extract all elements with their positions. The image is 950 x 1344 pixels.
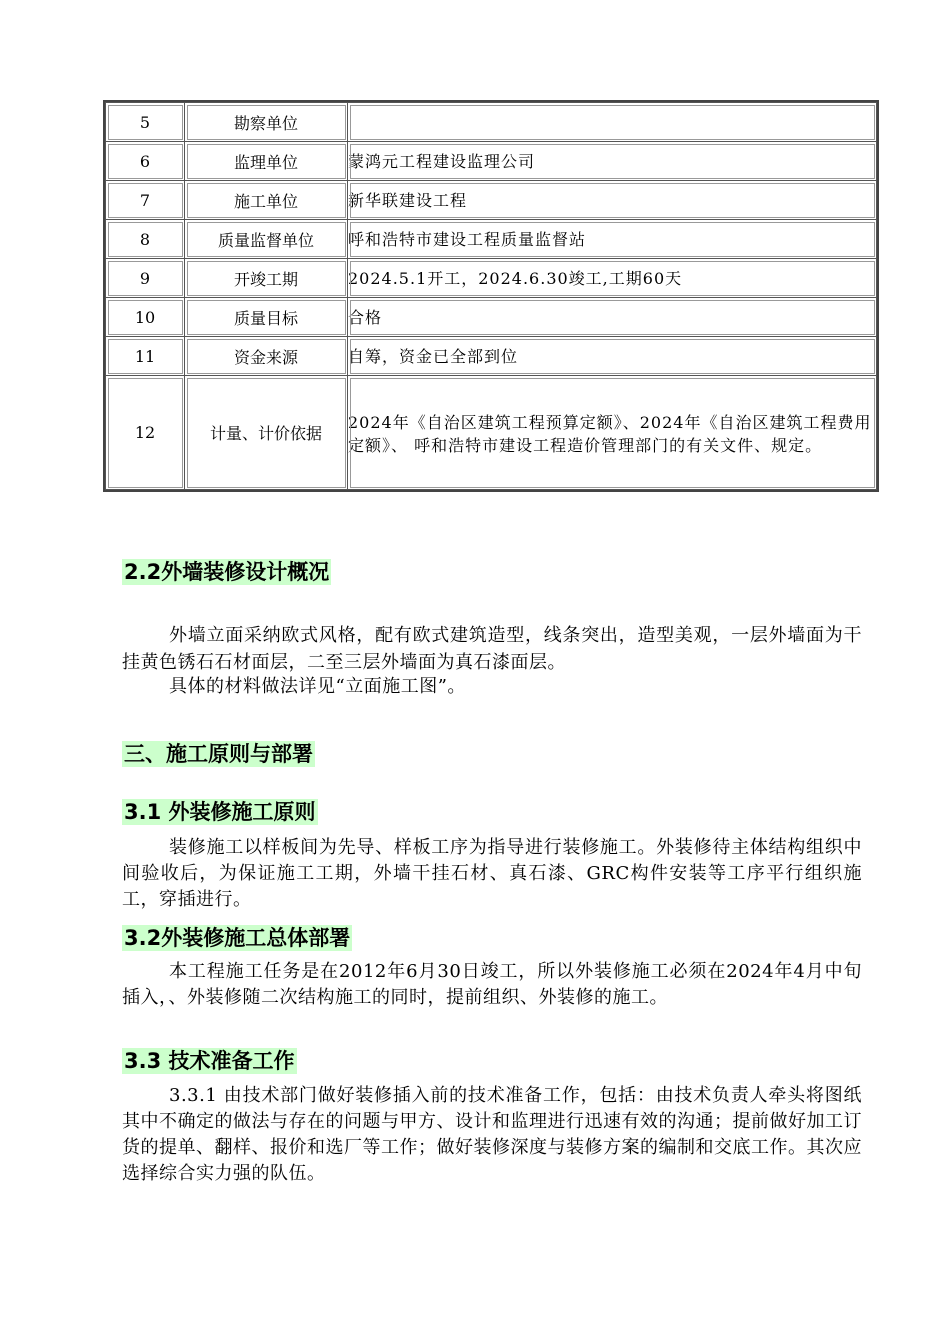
- project-info-table: [103, 100, 879, 492]
- table-row: [106, 103, 877, 142]
- table-row: [106, 376, 877, 490]
- paragraph-exterior-design: 外墙立面采纳欧式风格，配有欧式建筑造型，线条突出，造型美观，一层外墙面为干挂黄色锈石石材面层，二至三层外墙面为真石漆面层。: [122, 625, 862, 673]
- project-info-table-body: [105, 102, 877, 490]
- section-heading-3-2: 3.2外装修施工总体部署: [124, 926, 351, 950]
- row-item: 质量目标: [185, 298, 348, 337]
- paragraph-overall-deployment: 本工程施工任务是在2012年6月30日竣工，所以外装修施工必须在2024年4月中旬插入，、外装修随二次结构施工的同时，提前组织、外装修的施工。: [122, 961, 862, 1008]
- row-number: 5: [106, 103, 185, 142]
- row-value: 呼和浩特市建设工程质量监督站: [348, 220, 877, 259]
- paragraph-material-reference: 具体的材料做法详见“立面施工图”。: [169, 676, 466, 697]
- row-value: 2024.5.1开工，2024.6.30竣工,工期60天: [348, 259, 877, 298]
- paragraph-construction-principle: 装修施工以样板间为先导、样板工序为指导进行装修施工。外装修待主体结构组织中间验收后，为保证施工工期，外墙干挂石材、真石漆、GRC构件安装等工序平行组织施工，穿插进行。: [122, 837, 862, 910]
- table-row: [106, 259, 877, 298]
- row-number: 8: [106, 220, 185, 259]
- row-item: 质量监督单位: [185, 220, 348, 259]
- row-number: 9: [106, 259, 185, 298]
- row-number: 7: [106, 181, 185, 220]
- row-item: 监理单位: [185, 142, 348, 181]
- table-row: [106, 142, 877, 181]
- row-value: 自筹，资金已全部到位: [348, 337, 877, 376]
- table-row: [106, 181, 877, 220]
- row-number: 12: [106, 376, 185, 490]
- row-item: 施工单位: [185, 181, 348, 220]
- row-item: 计量、计价依据: [185, 376, 348, 490]
- table-row: [106, 220, 877, 259]
- table-row: [106, 298, 877, 337]
- row-item: 资金来源: [185, 337, 348, 376]
- table-row: [106, 337, 877, 376]
- row-value: 蒙鸿元工程建设监理公司: [348, 142, 877, 181]
- row-item: 开竣工期: [185, 259, 348, 298]
- paragraph-technical-preparation: 3.3.1 由技术部门做好装修插入前的技术准备工作，包括：由技术负责人牵头将图纸其中不确定的做法与存在的问题与甲方、设计和监理进行迅速有效的沟通；提前做好加工订货的提单、翻样、报价和选厂等工作；做好装修深度与装修方案的编制和交底工作。其次应选择综合实力强的队伍。: [122, 1085, 862, 1184]
- row-number: 6: [106, 142, 185, 181]
- section-heading-3-3: 3.3 技术准备工作: [124, 1049, 295, 1073]
- row-item: 勘察单位: [185, 103, 348, 142]
- row-value: 2024年《自治区建筑工程预算定额》、2024年《自治区建筑工程费用定额》、 呼和浩特市建设工程造价管理部门的有关文件、规定。: [348, 376, 877, 490]
- row-value: 合格: [348, 298, 877, 337]
- section-heading-2-2: 2.2外墙装修设计概况: [124, 560, 330, 584]
- row-value: [348, 103, 877, 142]
- chapter-heading-3: 三、施工原则与部署: [124, 742, 313, 766]
- row-number: 11: [106, 337, 185, 376]
- row-value: 新华联建设工程: [348, 181, 877, 220]
- section-heading-3-1: 3.1 外装修施工原则: [124, 800, 316, 824]
- row-number: 10: [106, 298, 185, 337]
